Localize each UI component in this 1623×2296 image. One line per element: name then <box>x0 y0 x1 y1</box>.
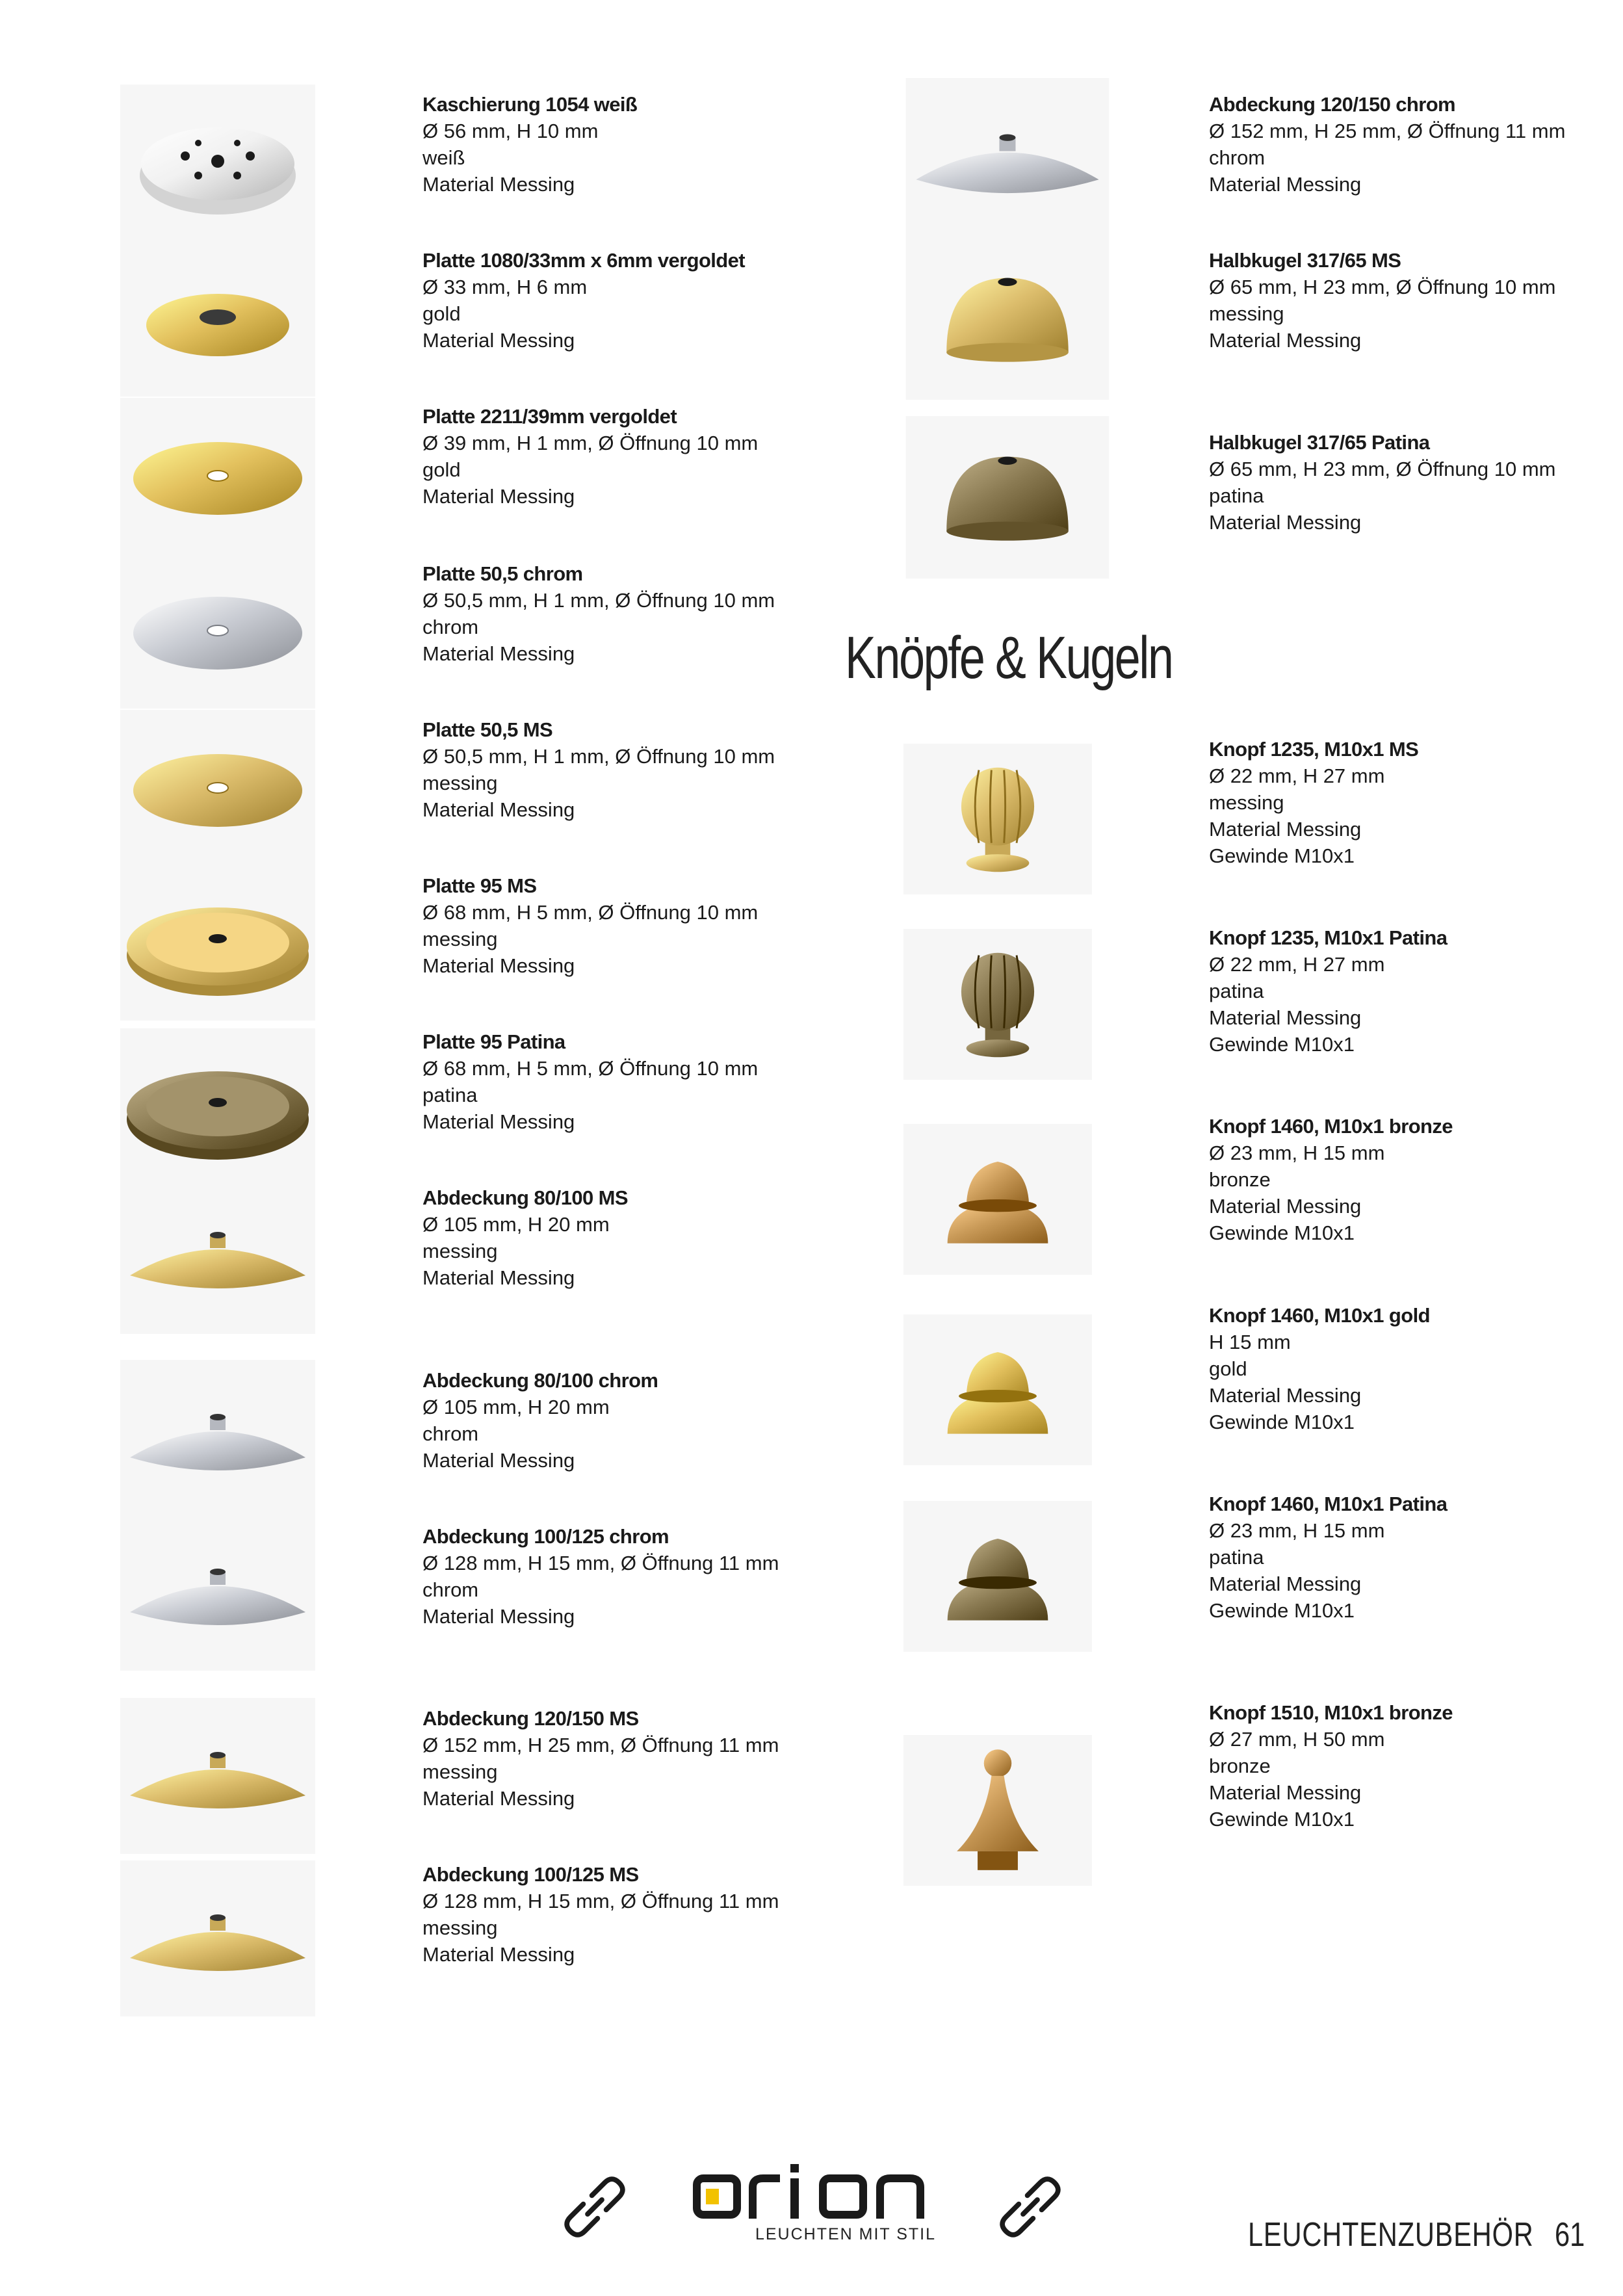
product-description <box>1209 736 1573 869</box>
product-image <box>107 85 328 241</box>
product-description <box>1209 429 1573 536</box>
product-name: Knopf 1235, M10x1 Patina <box>1209 926 1448 949</box>
product-name: Platte 95 MS <box>422 874 537 897</box>
product-name: Platte 50,5 MS <box>422 718 553 741</box>
product-spec-line: messing <box>422 1760 498 1783</box>
product-description <box>422 403 786 510</box>
product-name: Knopf 1460, M10x1 bronze <box>1209 1115 1453 1138</box>
product-description <box>422 1028 786 1135</box>
product-image <box>871 78 1144 241</box>
product-spec-line: Ø 50,5 mm, H 1 mm, Ø Öffnung 10 mm <box>422 589 775 612</box>
product-description <box>1209 1302 1573 1435</box>
product-name: Kaschierung 1054 weiß <box>422 93 638 116</box>
product-description <box>1209 1113 1573 1246</box>
orion-wordmark <box>689 2161 936 2226</box>
product-image <box>107 1178 328 1334</box>
product-spec-line: Material Messing <box>422 1266 575 1289</box>
brand-tagline: LEUCHTEN MIT STIL <box>755 2225 936 2243</box>
product-spec-line: messing <box>422 928 498 950</box>
product-spec-line: Material Messing <box>422 1943 575 1966</box>
product-spec-line: Ø 105 mm, H 20 mm <box>422 1396 610 1418</box>
product-spec-line: Ø 128 mm, H 15 mm, Ø Öffnung 11 mm <box>422 1890 779 1912</box>
product-spec-line: Gewinde M10x1 <box>1209 1411 1355 1433</box>
product-spec-line: Ø 33 mm, H 6 mm <box>422 276 588 298</box>
product-image <box>107 710 328 866</box>
product-spec-line: messing <box>422 1240 498 1262</box>
product-spec-line: Ø 23 mm, H 15 mm <box>1209 1519 1385 1542</box>
product-name: Platte 1080/33mm x 6mm vergoldet <box>422 249 745 272</box>
product-spec-line: Ø 22 mm, H 27 mm <box>1209 764 1385 787</box>
product-image <box>107 241 328 397</box>
product-spec-line: messing <box>1209 302 1284 325</box>
chain-link-icon <box>994 2171 1066 2243</box>
product-image <box>903 1115 1092 1284</box>
product-description <box>422 1523 786 1630</box>
product-spec-line: patina <box>1209 980 1264 1002</box>
product-image <box>107 1515 328 1671</box>
product-spec-line: Material Messing <box>422 642 575 665</box>
product-spec-line: Material Messing <box>1209 1195 1362 1218</box>
product-spec-line: Ø 152 mm, H 25 mm, Ø Öffnung 11 mm <box>1209 120 1566 142</box>
product-spec-line: bronze <box>1209 1755 1271 1777</box>
product-name: Halbkugel 317/65 Patina <box>1209 431 1430 454</box>
product-spec-line: Ø 65 mm, H 23 mm, Ø Öffnung 10 mm <box>1209 276 1556 298</box>
product-name: Abdeckung 80/100 chrom <box>422 1369 658 1392</box>
product-spec-line: Material Messing <box>1209 818 1362 841</box>
product-spec-line: Ø 68 mm, H 5 mm, Ø Öffnung 10 mm <box>422 1057 759 1080</box>
product-spec-line: Ø 22 mm, H 27 mm <box>1209 953 1385 976</box>
product-spec-line: Material Messing <box>1209 1006 1362 1029</box>
product-image <box>107 1698 328 1854</box>
product-name: Halbkugel 317/65 MS <box>1209 249 1401 272</box>
product-image <box>107 398 328 554</box>
product-spec-line: weiß <box>422 146 465 169</box>
section-title: Knöpfe & Kugeln <box>845 625 1173 691</box>
product-spec-line: Ø 68 mm, H 5 mm, Ø Öffnung 10 mm <box>422 901 759 924</box>
product-spec-line: Ø 39 mm, H 1 mm, Ø Öffnung 10 mm <box>422 432 759 454</box>
product-name: Abdeckung 100/125 chrom <box>422 1525 669 1548</box>
product-spec-line: Material Messing <box>422 798 575 821</box>
product-image <box>107 865 328 1021</box>
product-spec-line: Ø 152 mm, H 25 mm, Ø Öffnung 11 mm <box>422 1734 779 1756</box>
product-name: Knopf 1460, M10x1 gold <box>1209 1304 1430 1327</box>
product-description <box>422 872 786 979</box>
product-spec-line: Ø 105 mm, H 20 mm <box>422 1213 610 1236</box>
product-name: Platte 95 Patina <box>422 1030 565 1053</box>
product-image <box>107 1860 328 2016</box>
product-name: Knopf 1235, M10x1 MS <box>1209 738 1419 761</box>
product-description <box>422 1184 786 1291</box>
product-spec-line: Material Messing <box>1209 511 1362 534</box>
product-description <box>422 91 786 198</box>
chain-link-icon <box>559 2171 630 2243</box>
product-image <box>903 1305 1092 1474</box>
product-spec-line: chrom <box>422 1578 479 1601</box>
product-name: Abdeckung 80/100 MS <box>422 1186 628 1209</box>
product-description <box>422 1705 786 1812</box>
product-spec-line: Material Messing <box>422 1449 575 1472</box>
product-spec-line: gold <box>422 302 461 325</box>
product-description <box>1209 1491 1573 1624</box>
product-spec-line: chrom <box>422 616 479 638</box>
product-spec-line: Material Messing <box>1209 329 1362 352</box>
product-description <box>422 716 786 823</box>
product-name: Knopf 1510, M10x1 bronze <box>1209 1701 1453 1724</box>
product-description <box>1209 924 1573 1058</box>
product-spec-line: H 15 mm <box>1209 1331 1291 1353</box>
product-spec-line: gold <box>422 458 461 481</box>
product-description <box>1209 91 1573 198</box>
product-spec-line: messing <box>422 772 498 794</box>
product-description <box>422 247 786 354</box>
product-spec-line: chrom <box>1209 146 1266 169</box>
product-spec-line: gold <box>1209 1357 1247 1380</box>
product-name: Abdeckung 120/150 MS <box>422 1707 639 1730</box>
product-spec-line: patina <box>1209 1546 1264 1569</box>
product-spec-line: messing <box>1209 791 1284 814</box>
footer-category: LEUCHTENZUBEHÖR <box>1248 2216 1534 2254</box>
product-description <box>422 560 786 667</box>
product-image <box>871 237 1144 400</box>
product-description <box>1209 247 1573 354</box>
product-spec-line: Material Messing <box>1209 1781 1362 1804</box>
product-spec-line: Material Messing <box>422 1605 575 1628</box>
product-spec-line: Ø 27 mm, H 50 mm <box>1209 1728 1385 1751</box>
product-spec-line: Gewinde M10x1 <box>1209 1033 1355 1056</box>
product-spec-line: Material Messing <box>1209 1384 1362 1407</box>
product-spec-line: Material Messing <box>422 954 575 977</box>
product-image <box>903 1492 1092 1661</box>
product-name: Knopf 1460, M10x1 Patina <box>1209 1493 1448 1515</box>
product-image <box>107 553 328 709</box>
product-spec-line: patina <box>1209 484 1264 507</box>
product-spec-line: chrom <box>422 1422 479 1445</box>
product-spec-line: Ø 56 mm, H 10 mm <box>422 120 599 142</box>
product-spec-line: patina <box>422 1084 478 1106</box>
product-image <box>871 416 1144 579</box>
product-spec-line: Material Messing <box>422 1787 575 1810</box>
brand-logo <box>689 2161 936 2252</box>
product-spec-line: Ø 128 mm, H 15 mm, Ø Öffnung 11 mm <box>422 1552 779 1574</box>
product-description <box>422 1367 786 1474</box>
product-description <box>1209 1699 1573 1833</box>
product-spec-line: Material Messing <box>1209 173 1362 196</box>
product-name: Abdeckung 120/150 chrom <box>1209 93 1456 116</box>
product-image <box>903 735 1092 904</box>
product-image <box>903 920 1092 1089</box>
product-image <box>107 1028 328 1184</box>
product-spec-line: Gewinde M10x1 <box>1209 844 1355 867</box>
product-spec-line: Material Messing <box>422 173 575 196</box>
product-image <box>107 1360 328 1516</box>
product-spec-line: Material Messing <box>1209 1572 1362 1595</box>
page-number: 61 <box>1555 2216 1585 2254</box>
product-name: Platte 2211/39mm vergoldet <box>422 405 677 428</box>
product-spec-line: Gewinde M10x1 <box>1209 1599 1355 1622</box>
product-image <box>903 1703 1092 1918</box>
product-spec-line: messing <box>422 1916 498 1939</box>
product-spec-line: Ø 23 mm, H 15 mm <box>1209 1141 1385 1164</box>
product-name: Abdeckung 100/125 MS <box>422 1863 639 1886</box>
product-name: Platte 50,5 chrom <box>422 562 583 585</box>
product-description <box>422 1861 786 1968</box>
product-spec-line: Ø 50,5 mm, H 1 mm, Ø Öffnung 10 mm <box>422 745 775 768</box>
product-spec-line: bronze <box>1209 1168 1271 1191</box>
product-spec-line: Gewinde M10x1 <box>1209 1221 1355 1244</box>
product-spec-line: Gewinde M10x1 <box>1209 1808 1355 1831</box>
product-spec-line: Material Messing <box>422 329 575 352</box>
product-spec-line: Material Messing <box>422 485 575 508</box>
product-spec-line: Material Messing <box>422 1110 575 1133</box>
product-spec-line: Ø 65 mm, H 23 mm, Ø Öffnung 10 mm <box>1209 458 1556 480</box>
